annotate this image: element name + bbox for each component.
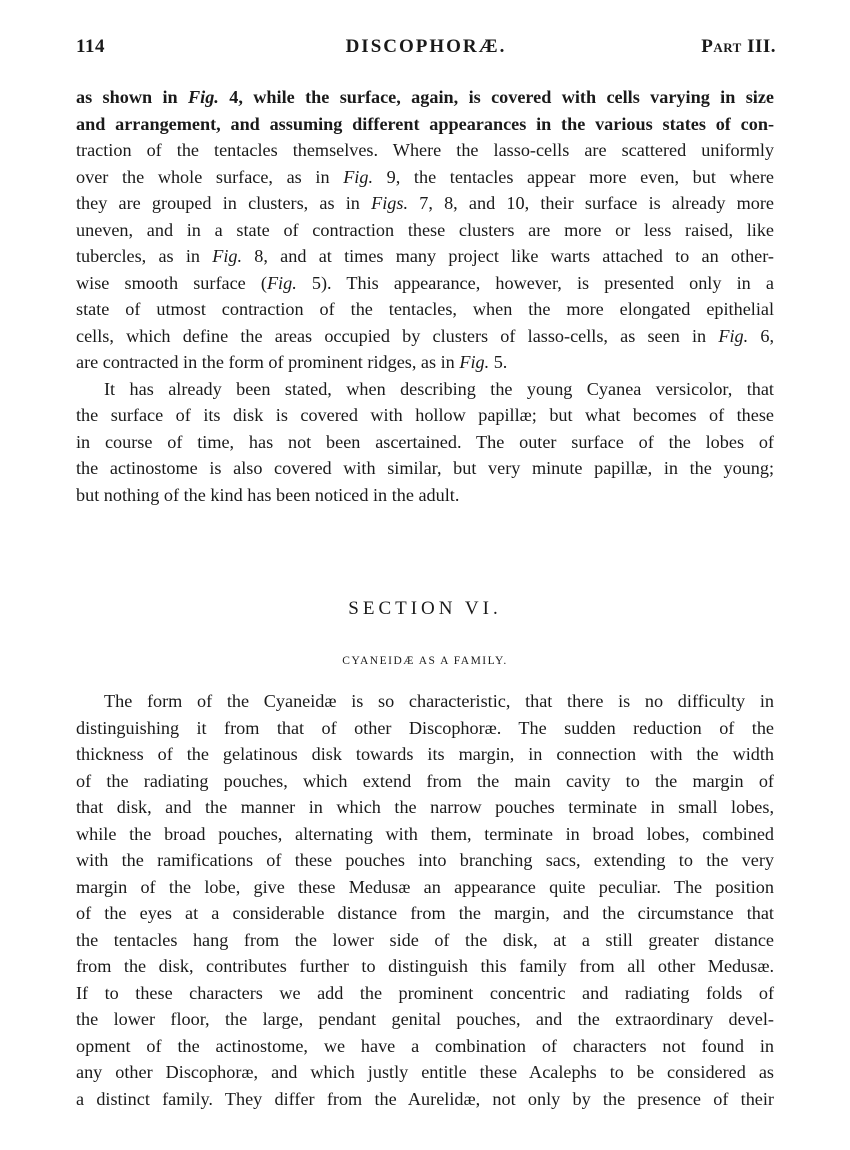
text-line: but nothing of the kind has been noticed in the adult. bbox=[76, 484, 460, 505]
text-line: they are grouped in clusters, as in Figs. 7, 8, and 10, their surface is already more bbox=[76, 193, 775, 213]
part-label: Part III. bbox=[701, 36, 776, 57]
paragraph-3 bbox=[76, 688, 774, 1112]
section-subheading: CYANEIDÆ AS A FAMILY. bbox=[342, 655, 508, 667]
text-line: of the radiating pouches, which extend from the main cavity to the margin of bbox=[76, 770, 774, 791]
text-line: the surface of its disk is covered with hollow papillæ; but what becomes of these bbox=[76, 405, 774, 425]
text-line: and arrangement, and assuming different appearances in the various states of con- bbox=[76, 113, 774, 134]
text-line: If to these characters we add the prominent concentric and radiating folds of bbox=[76, 982, 774, 1003]
text-line: of the eyes at a considerable distance from the margin, and the circumstance that bbox=[76, 903, 774, 923]
text-line: the tentacles hang from the lower side of the disk, at a still greater distance bbox=[76, 929, 774, 950]
text-line: are contracted in the form of prominent ridges, as in Fig. 5. bbox=[76, 352, 508, 372]
text-line: distinguishing it from that of other Discophoræ. The sudden reduction of the bbox=[76, 717, 774, 738]
text-line: thickness of the gelatinous disk towards its margin, in connection with the width bbox=[76, 744, 774, 764]
top-text-block bbox=[76, 84, 774, 508]
running-header bbox=[76, 36, 776, 62]
page-number: 114 bbox=[76, 36, 105, 57]
running-title: DISCOPHORÆ. bbox=[345, 36, 507, 57]
text-line: while the broad pouches, alternating with them, terminate in broad lobes, combined bbox=[76, 823, 774, 844]
text-line: The form of the Cyaneidæ is so characteristic, that there is no difficulty in bbox=[104, 691, 774, 711]
text-line: the lower floor, the large, pendant genital pouches, and the extraordinary devel- bbox=[76, 1009, 774, 1029]
text-line: uneven, and in a state of contraction these clusters are more or less raised, like bbox=[76, 219, 774, 240]
text-line: margin of the lobe, give these Medusæ an appearance quite peculiar. The position bbox=[76, 876, 774, 897]
paragraph-1 bbox=[76, 84, 774, 376]
text-line: in course of time, has not been ascertained. The outer surface of the lobes of bbox=[76, 431, 774, 452]
paragraph-2 bbox=[76, 376, 774, 509]
section-heading: SECTION VI. bbox=[348, 598, 502, 619]
text-line: cells, which define the areas occupied by clusters of lasso-cells, as seen in Fig. 6, bbox=[76, 325, 774, 346]
text-line: a distinct family. They differ from the Aurelidæ, not only by the presence of their bbox=[76, 1088, 774, 1109]
text-line: over the whole surface, as in Fig. 9, the tentacles appear more even, but where bbox=[76, 166, 774, 187]
text-line: as shown in Fig. 4, while the surface, again, is covered with cells varying in size bbox=[76, 87, 774, 107]
text-line: state of utmost contraction of the tentacles, when the more elongated epithelial bbox=[76, 299, 774, 319]
text-line: tubercles, as in Fig. 8, and at times many project like warts attached to an other- bbox=[76, 246, 774, 266]
text-line: wise smooth surface (Fig. 5). This appearance, however, is presented only in a bbox=[76, 272, 774, 293]
text-line: traction of the tentacles themselves. Where the lasso-cells are scattered uniformly bbox=[76, 140, 774, 160]
text-line: with the ramifications of these pouches into branching sacs, extending to the very bbox=[76, 850, 774, 870]
text-line: that disk, and the manner in which the narrow pouches terminate in small lobes, bbox=[76, 797, 774, 817]
text-line: the actinostome is also covered with similar, but very minute papillæ, in the young; bbox=[76, 458, 774, 478]
bottom-text-block bbox=[76, 688, 774, 1112]
text-line: It has already been stated, when describing the young Cyanea versicolor, that bbox=[104, 378, 774, 399]
text-line: from the disk, contributes further to distinguish this family from all other Medusæ. bbox=[76, 956, 774, 976]
text-line: opment of the actinostome, we have a combination of characters not found in bbox=[76, 1035, 774, 1056]
text-line: any other Discophoræ, and which justly entitle these Acalephs to be considered as bbox=[76, 1062, 774, 1082]
